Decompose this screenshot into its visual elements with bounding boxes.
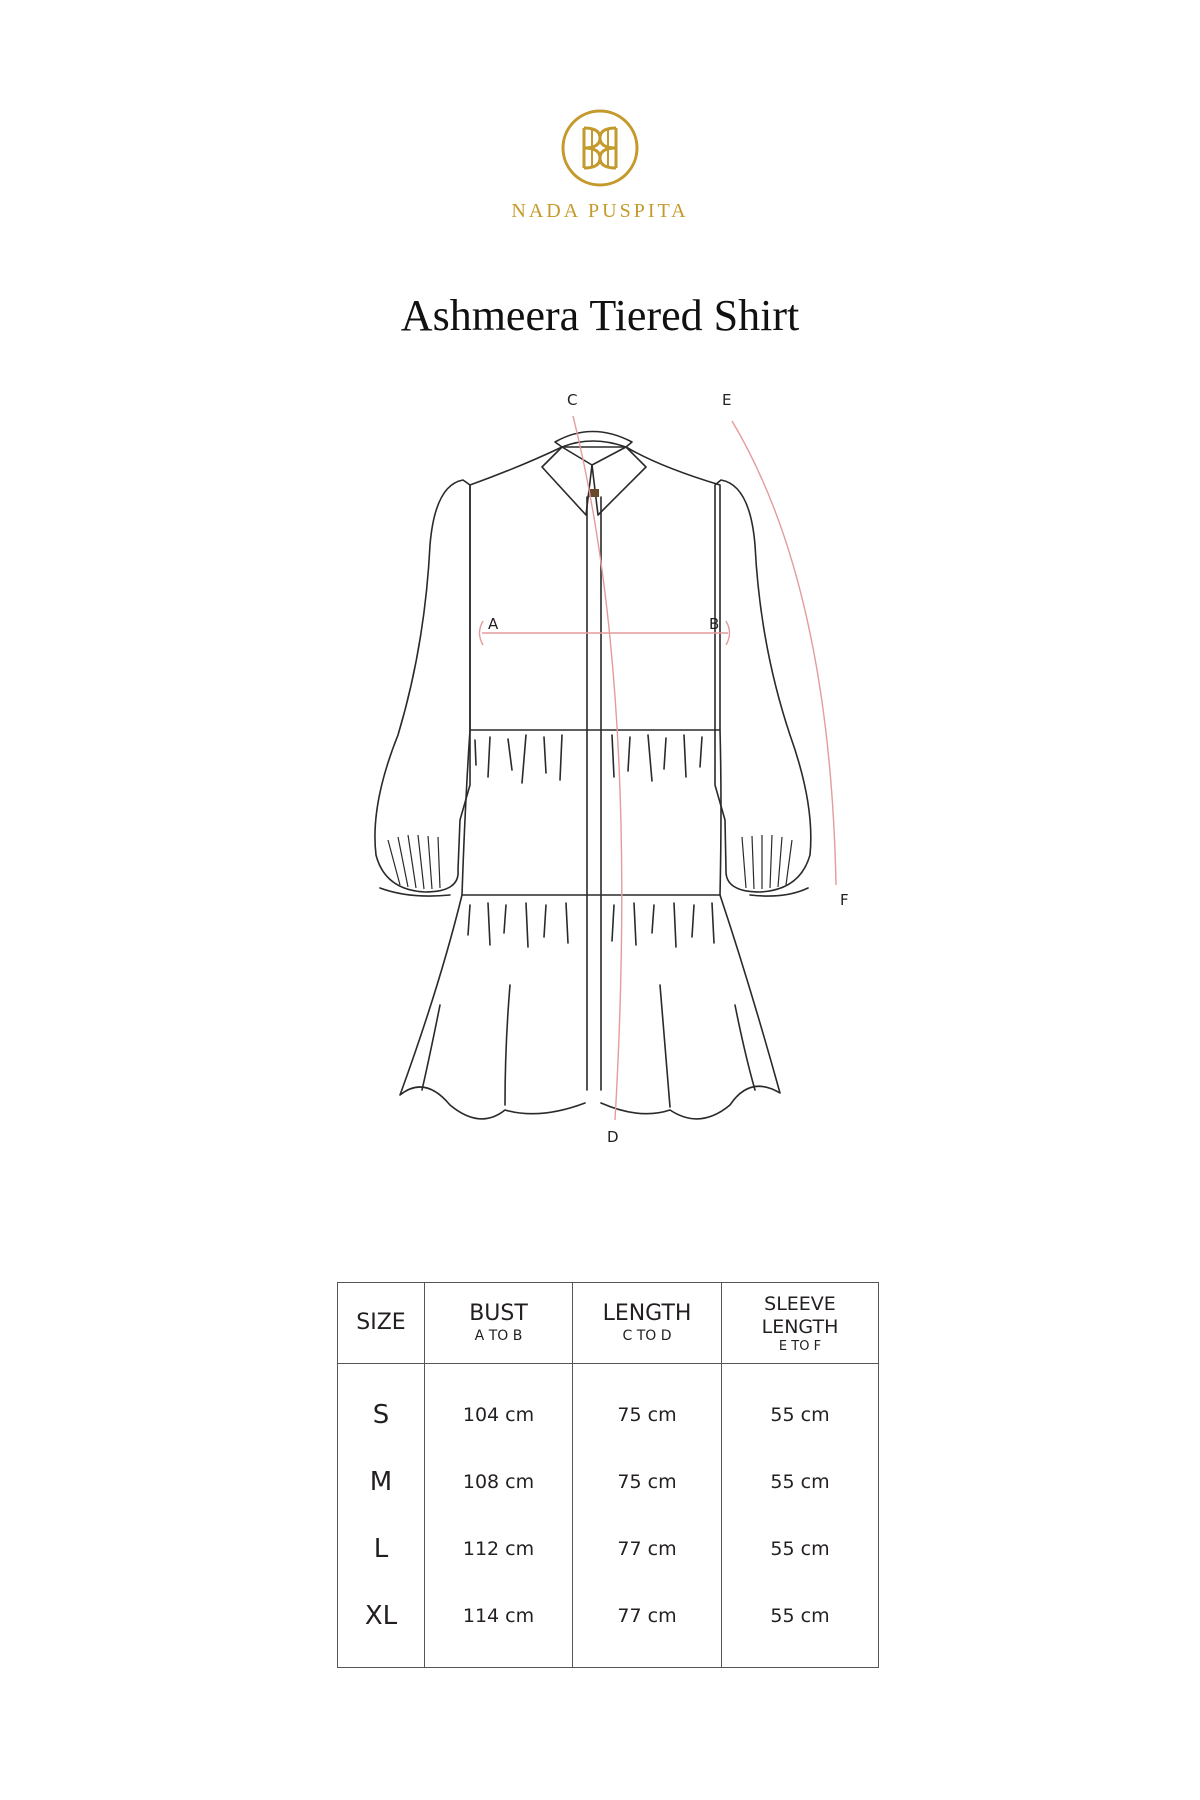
header-size: SIZE bbox=[338, 1283, 425, 1364]
bust-cell: 114 cm bbox=[425, 1582, 573, 1649]
header-sleeve-length: SLEEVE LENGTH E TO F bbox=[722, 1283, 879, 1364]
brand-name: NADA PUSPITA bbox=[511, 200, 689, 222]
collar-left bbox=[542, 447, 592, 515]
point-label-e: E bbox=[722, 391, 732, 409]
middle-tier-outline bbox=[462, 730, 721, 895]
header-length: LENGTH C TO D bbox=[573, 1283, 722, 1364]
left-cuff bbox=[380, 888, 450, 896]
size-cell: L bbox=[338, 1516, 425, 1583]
table-row bbox=[338, 1516, 879, 1583]
header-bust: BUST A TO B bbox=[425, 1283, 573, 1364]
sleeve-cell: 55 cm bbox=[722, 1382, 879, 1449]
sleeve-measure-line bbox=[732, 421, 836, 885]
right-sleeve-outline bbox=[715, 480, 811, 892]
point-label-a: A bbox=[488, 615, 499, 633]
point-label-b: B bbox=[709, 615, 720, 633]
table-row bbox=[338, 1382, 879, 1449]
product-title: Ashmeera Tiered Shirt bbox=[400, 291, 800, 340]
garment-technical-drawing bbox=[330, 385, 890, 1195]
table-row bbox=[338, 1582, 879, 1649]
sleeve-cell: 55 cm bbox=[722, 1449, 879, 1516]
size-chart-header-row bbox=[338, 1283, 879, 1364]
bust-cell: 112 cm bbox=[425, 1516, 573, 1583]
bust-cell: 108 cm bbox=[425, 1449, 573, 1516]
left-sleeve-outline bbox=[375, 480, 470, 892]
collar bbox=[555, 432, 632, 448]
sleeve-cell: 55 cm bbox=[722, 1516, 879, 1583]
hem-folds bbox=[422, 985, 755, 1107]
bottom-tier-outline bbox=[400, 895, 780, 1119]
brand-logo bbox=[560, 108, 640, 188]
length-measure-line bbox=[573, 416, 622, 1120]
bust-cell: 104 cm bbox=[425, 1382, 573, 1449]
length-cell: 75 cm bbox=[573, 1449, 722, 1516]
sleeve-cell: 55 cm bbox=[722, 1582, 879, 1649]
middle-tier-gathers bbox=[475, 735, 702, 783]
point-label-c: C bbox=[567, 391, 578, 409]
point-label-d: D bbox=[607, 1128, 619, 1146]
placket bbox=[587, 497, 601, 1090]
table-row bbox=[338, 1449, 879, 1516]
collar-right bbox=[592, 447, 646, 515]
size-chart-table bbox=[337, 1282, 879, 1668]
length-cell: 77 cm bbox=[573, 1516, 722, 1583]
length-cell: 77 cm bbox=[573, 1582, 722, 1649]
length-cell: 75 cm bbox=[573, 1382, 722, 1449]
size-cell: XL bbox=[338, 1582, 425, 1649]
point-label-f: F bbox=[840, 891, 849, 909]
size-cell: S bbox=[338, 1382, 425, 1449]
bottom-tier-gathers bbox=[468, 903, 714, 947]
size-cell: M bbox=[338, 1449, 425, 1516]
